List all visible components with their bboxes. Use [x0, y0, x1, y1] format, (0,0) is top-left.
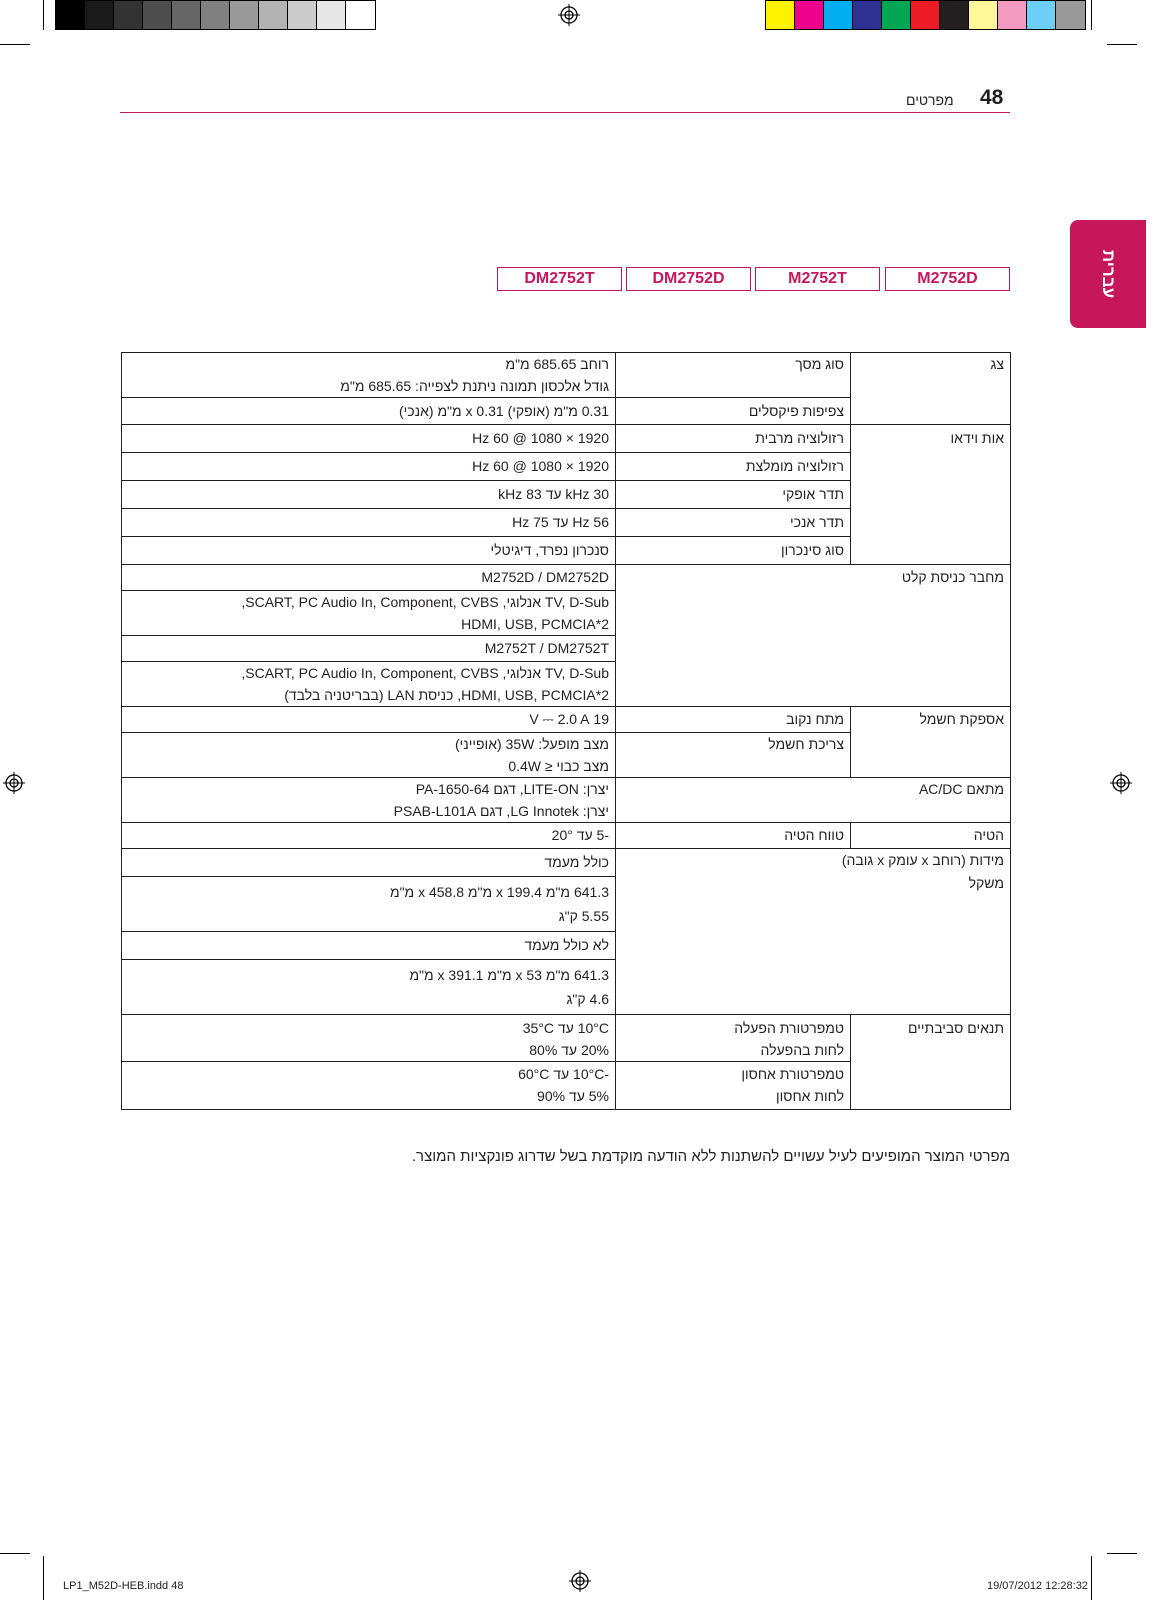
- table-cell: לחות בהפעלה: [760, 1042, 844, 1058]
- section-title: מפרטים: [906, 92, 954, 108]
- table-cell: 1920 × 1080 @ 60 Hz: [122, 425, 616, 453]
- registration-mark-icon: [3, 772, 25, 794]
- table-cell: מתח נקוב: [616, 707, 851, 733]
- side-tab-label: עברית: [1099, 249, 1118, 299]
- model-label: M2752D: [885, 267, 1010, 291]
- page-number: 48: [980, 86, 1004, 109]
- table-cell: TV, D-Sub אנלוגי, SCART, PC Audio In, Component, CVBS,: [241, 665, 609, 681]
- table-cell: 19 V ⎓ 2.0 A: [122, 707, 616, 733]
- table-cell: צג: [851, 353, 1011, 425]
- crop-mark: [43, 0, 44, 30]
- table-cell: 5.55 ק"ג: [558, 908, 609, 924]
- table-cell: [616, 849, 1011, 1015]
- table-cell: M2752T / DM2752T: [122, 636, 616, 662]
- table-cell: 10°C עד 35°C: [522, 1020, 609, 1036]
- crop-mark: [0, 44, 30, 45]
- table-cell: רזולוציה מרבית: [616, 425, 851, 453]
- table-cell: טמפרטורת הפעלה: [734, 1020, 844, 1036]
- table-cell: אספקת חשמל: [851, 707, 1011, 778]
- table-row: [122, 778, 1011, 823]
- spec-table: [121, 352, 1011, 1110]
- table-cell: מצב מופעל: 35W (אופייני): [455, 736, 609, 752]
- crop-mark: [0, 1553, 30, 1554]
- crop-mark: [1091, 0, 1092, 30]
- model-label: DM2752D: [626, 267, 751, 291]
- crop-mark: [1107, 44, 1137, 45]
- table-cell: 641.3 מ"מ x 199.4 מ"מ x 458.8 מ"מ: [389, 884, 609, 900]
- table-cell: מחבר כניסת קלט: [616, 565, 1011, 707]
- table-cell: 4.6 ק"ג: [566, 991, 609, 1007]
- table-row: [122, 1015, 1011, 1062]
- table-row: [122, 823, 1011, 849]
- table-cell: מתאם AC/DC: [616, 778, 1011, 823]
- crop-mark: [1091, 1556, 1092, 1600]
- footer-file-name: LP1_M52D-HEB.indd 48: [63, 1580, 184, 1592]
- table-cell: צפיפות פיקסלים: [616, 398, 851, 425]
- dimensions-category: מידות (רוחב x עומק x גובה): [841, 852, 1004, 868]
- table-cell: סוג מסך: [616, 353, 851, 398]
- table-cell: 641.3 מ"מ x 53 מ"מ x 391.1 מ"מ: [409, 967, 609, 983]
- table-cell: 2*HDMI, USB, PCMCIA, כניסת LAN (בבריטניה בלבד): [284, 687, 609, 703]
- table-cell: צריכת חשמל: [616, 733, 851, 778]
- grayscale-calibration-bar: [55, 0, 376, 30]
- footer-datetime: 19/07/2012 12:28:32: [987, 1580, 1088, 1592]
- weight-category: משקל: [968, 875, 1004, 891]
- language-side-tab: [1070, 220, 1146, 328]
- table-cell: יצרן: LITE-ON, דגם PA-1650-64: [415, 781, 609, 797]
- table-row: [122, 565, 1011, 591]
- table-cell: כולל מעמד: [122, 849, 616, 877]
- model-label: M2752T: [755, 267, 880, 291]
- crop-mark: [1107, 1553, 1137, 1554]
- registration-mark-icon: [569, 1570, 591, 1592]
- registration-mark-icon: [1110, 772, 1132, 794]
- table-cell: 5% עד 90%: [537, 1088, 609, 1104]
- table-cell: מצב כבוי ≤ 0.4W: [508, 758, 609, 774]
- table-row: [122, 849, 1011, 877]
- table-cell: 30 kHz עד 83 kHz: [122, 481, 616, 509]
- table-cell: M2752D / DM2752D: [122, 565, 616, 591]
- color-calibration-bar: [765, 0, 1086, 30]
- spec-disclaimer-note: מפרטי המוצר המופיעים לעיל עשויים להשתנות ללא הודעה מוקדמת בשל שדרוג פונקציות המוצר.: [411, 1148, 1010, 1165]
- table-cell: גודל אלכסון תמונה ניתנת לצפייה: 685.65 מ"מ: [340, 378, 609, 394]
- table-cell: לחות אחסון: [775, 1088, 844, 1104]
- table-cell: לא כולל מעמד: [122, 932, 616, 960]
- table-row: [122, 707, 1011, 733]
- crop-mark: [43, 1556, 44, 1600]
- table-cell: TV, D-Sub אנלוגי, SCART, PC Audio In, Component, CVBS,: [241, 594, 609, 610]
- registration-mark-icon: [558, 4, 580, 26]
- table-cell: 0.31 מ"מ (אופקי) x 0.31 מ"מ (אנכי): [122, 398, 616, 425]
- table-cell: 56 Hz עד 75 Hz: [122, 509, 616, 537]
- table-cell: 1920 × 1080 @ 60 Hz: [122, 453, 616, 481]
- table-cell: תדר אנכי: [616, 509, 851, 537]
- table-cell: 2*HDMI, USB, PCMCIA: [461, 616, 609, 632]
- table-cell: אות וידאו: [851, 425, 1011, 565]
- table-row: [122, 425, 1011, 453]
- table-row: [122, 353, 1011, 398]
- table-cell: תדר אופקי: [616, 481, 851, 509]
- table-cell: תנאים סביבתיים: [851, 1015, 1011, 1110]
- header-divider: [120, 112, 1010, 113]
- model-label: DM2752T: [497, 267, 622, 291]
- table-cell: יצרן: LG Innotek, דגם PSAB-L101A: [393, 803, 609, 819]
- table-cell: 20% עד 80%: [529, 1042, 609, 1058]
- table-cell: הטיה: [851, 823, 1011, 849]
- table-cell: סוג סינכרון: [616, 537, 851, 565]
- table-cell: רזולוציה מומלצת: [616, 453, 851, 481]
- table-cell: רוחב 685.65 מ"מ: [505, 356, 609, 372]
- table-cell: טמפרטורת אחסון: [741, 1066, 844, 1082]
- table-cell: סנכרון נפרד, דיגיטלי: [122, 537, 616, 565]
- table-cell: -5 עד 20°: [122, 823, 616, 849]
- table-cell: -10°C עד 60°C: [518, 1066, 609, 1082]
- table-cell: טווח הטיה: [616, 823, 851, 849]
